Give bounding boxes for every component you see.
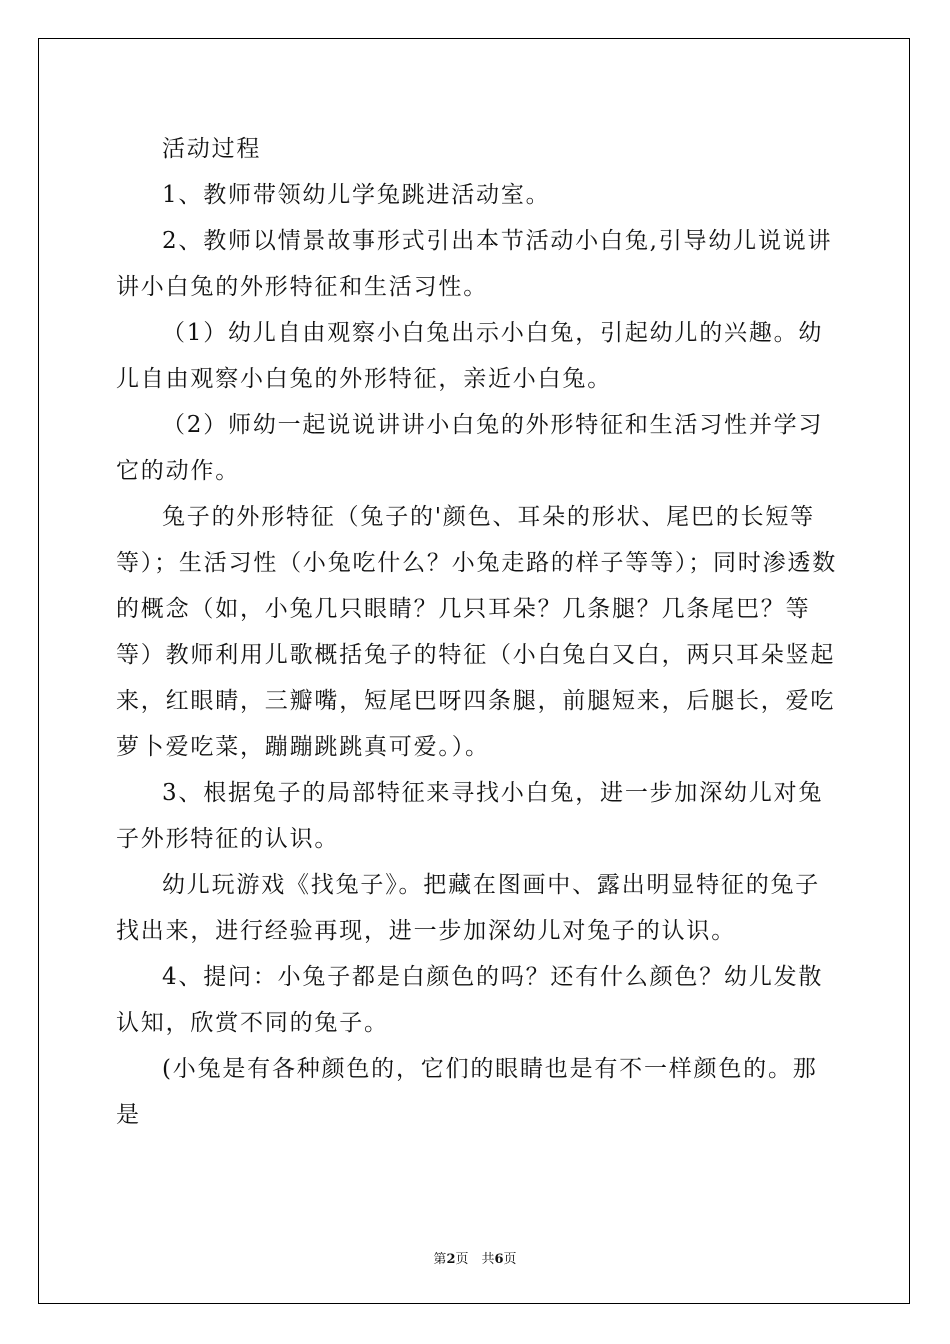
footer-mid: 页 共 <box>455 1252 495 1267</box>
paragraph: （2）师幼一起说说讲讲小白兔的外形特征和生活习性并学习它的动作。 <box>116 412 824 484</box>
footer-suffix: 页 <box>503 1252 517 1267</box>
paragraph: 1、教师带领幼儿学兔跳进活动室。 <box>162 182 551 208</box>
paragraph: （1）幼儿自由观察小白兔出示小白兔，引起幼儿的兴趣。幼儿自由观察小白兔的外形特征，亲近小白兔。 <box>116 320 824 392</box>
document-body <box>116 126 838 1138</box>
page-footer <box>0 1248 950 1267</box>
paragraph: 4、提问：小兔子都是白颜色的吗？还有什么颜色？幼儿发散认知，欣赏不同的兔子。 <box>116 964 824 1036</box>
paragraph: 3、根据兔子的局部特征来寻找小白兔，进一步加深幼儿对兔子外形特征的认识。 <box>116 780 824 852</box>
footer-prefix: 第 <box>433 1252 447 1267</box>
paragraph: 兔子的外形特征（兔子的'颜色、耳朵的形状、尾巴的长短等等）；生活习性（小兔吃什么？小兔走路的样子等等）；同时渗透数的概念（如，小兔几只眼睛？几只耳朵？几条腿？几条尾巴？等等）教师利用儿歌概括兔子的特征（小白兔白又白，两只耳朵竖起来，红眼睛，三瓣嘴，短尾巴呀四条腿，前腿短来，后腿长，爱吃萝卜爱吃菜，蹦蹦跳跳真可爱。）。 <box>116 504 837 760</box>
paragraph: 2、教师以情景故事形式引出本节活动小白兔,引导幼儿说说讲讲小白兔的外形特征和生活习性。 <box>116 228 833 300</box>
paragraph: (小兔是有各种颜色的，它们的眼睛也是有不一样颜色的。那是 <box>116 1056 818 1128</box>
current-page-number: 2 <box>446 1252 456 1267</box>
total-pages-number: 6 <box>494 1252 504 1267</box>
paragraph: 幼儿玩游戏《找兔子》。把藏在图画中、露出明显特征的兔子找出来，进行经验再现，进一步加深幼儿对兔子的认识。 <box>116 872 821 944</box>
section-heading: 活动过程 <box>162 136 262 162</box>
